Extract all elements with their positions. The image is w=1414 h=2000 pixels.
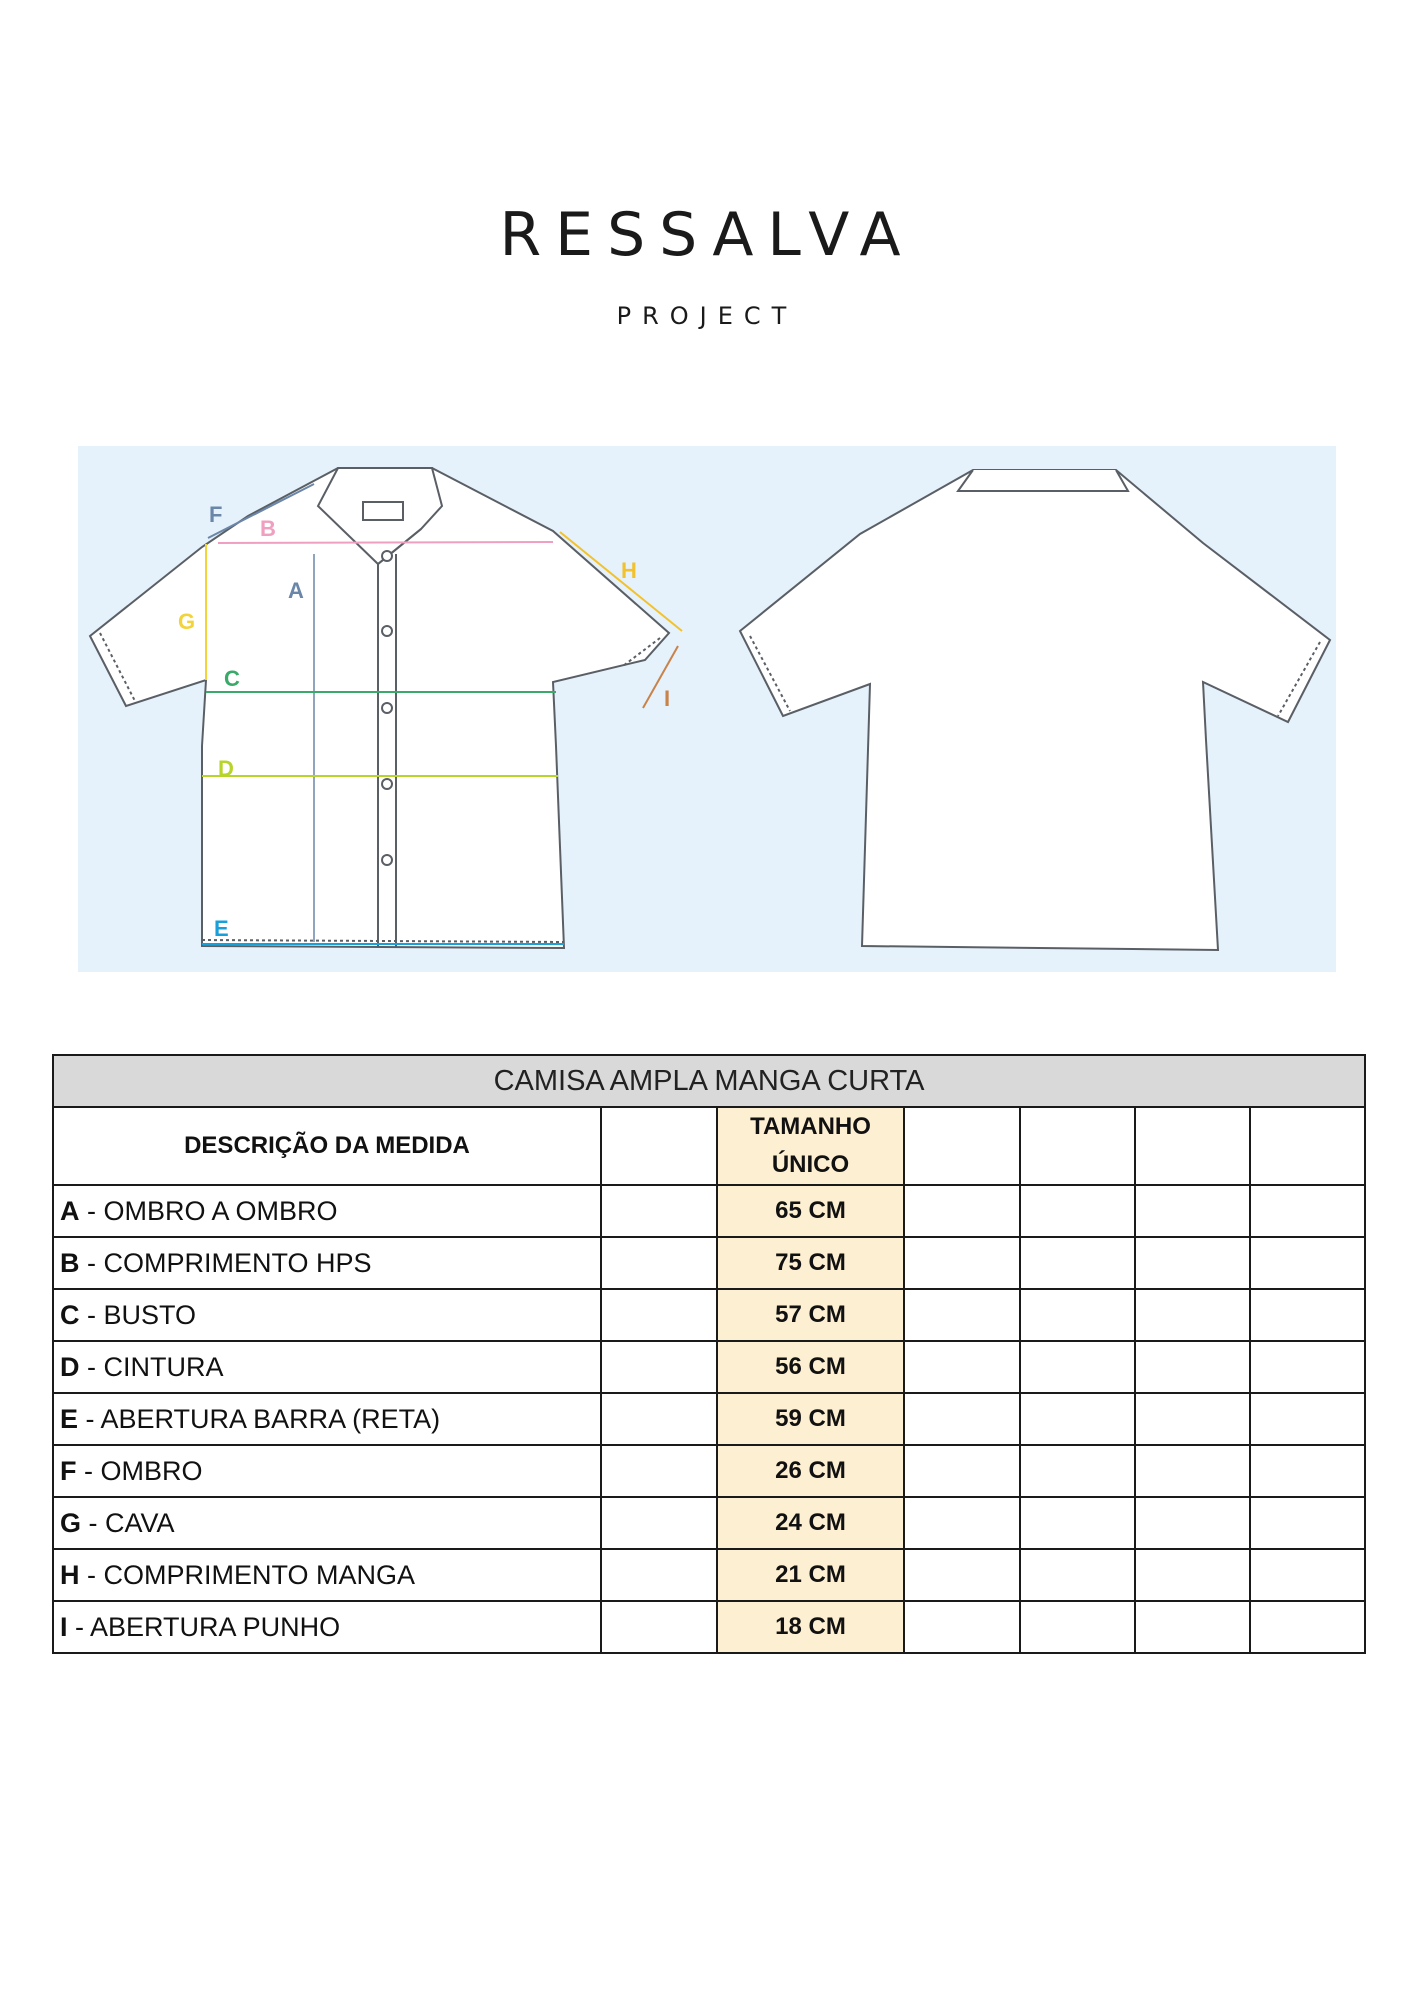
measure-value: 56 CM (717, 1341, 904, 1393)
measure-value: 26 CM (717, 1445, 904, 1497)
measure-description (53, 1237, 601, 1289)
empty-cell (904, 1107, 1020, 1185)
measure-description (53, 1497, 601, 1549)
empty-cell (1250, 1549, 1365, 1601)
empty-cell (1135, 1289, 1250, 1341)
shirt-front (90, 468, 669, 948)
measure-code: H (60, 1559, 80, 1590)
header-description: DESCRIÇÃO DA MEDIDA (53, 1107, 601, 1185)
label-c: C (224, 666, 240, 691)
table-row (53, 1341, 1365, 1393)
header-size-line1: TAMANHO (750, 1113, 871, 1140)
table-row (53, 1601, 1365, 1653)
measure-code: E (60, 1403, 79, 1434)
measure-label: - ABERTURA BARRA (RETA) (78, 1403, 441, 1434)
measure-label: - ABERTURA PUNHO (67, 1611, 341, 1642)
measure-label: - CAVA (81, 1507, 175, 1538)
empty-cell (904, 1445, 1020, 1497)
measure-description (53, 1445, 601, 1497)
label-a: A (288, 578, 304, 603)
empty-cell (601, 1185, 717, 1237)
empty-cell (601, 1289, 717, 1341)
measure-code: A (60, 1195, 80, 1226)
measure-description (53, 1289, 601, 1341)
empty-cell (1020, 1497, 1135, 1549)
measure-value: 24 CM (717, 1497, 904, 1549)
measure-value: 75 CM (717, 1237, 904, 1289)
header-size-line2: ÚNICO (771, 1151, 850, 1178)
empty-cell (601, 1497, 717, 1549)
measure-label: - OMBRO (76, 1455, 203, 1486)
empty-cell (1135, 1393, 1250, 1445)
measure-label: - CINTURA (79, 1351, 224, 1382)
brand-logo: RESSALVA (499, 200, 915, 270)
measure-value: 65 CM (717, 1185, 904, 1237)
empty-cell (601, 1601, 717, 1653)
empty-cell (601, 1393, 717, 1445)
empty-cell (1135, 1107, 1250, 1185)
empty-cell (601, 1549, 717, 1601)
empty-cell (1020, 1237, 1135, 1289)
empty-cell (1020, 1107, 1135, 1185)
table-row (53, 1549, 1365, 1601)
table-row (53, 1497, 1365, 1549)
brand-subtitle: PROJECT (616, 302, 798, 330)
measurement-table (52, 1054, 1366, 1654)
label-e: E (214, 916, 229, 941)
label-f: F (209, 502, 223, 527)
empty-cell (1250, 1185, 1365, 1237)
measure-code: B (60, 1247, 80, 1278)
empty-cell (1250, 1445, 1365, 1497)
empty-cell (904, 1601, 1020, 1653)
empty-cell (1020, 1601, 1135, 1653)
measure-code: D (60, 1351, 80, 1382)
measure-code: G (60, 1507, 82, 1538)
empty-cell (1250, 1393, 1365, 1445)
empty-cell (1135, 1601, 1250, 1653)
empty-cell (904, 1237, 1020, 1289)
empty-cell (904, 1341, 1020, 1393)
measure-label: - COMPRIMENTO HPS (79, 1247, 372, 1278)
measure-label: - BUSTO (79, 1299, 197, 1330)
empty-cell (904, 1393, 1020, 1445)
empty-cell (904, 1289, 1020, 1341)
measure-code: I (60, 1611, 68, 1642)
measure-description (53, 1549, 601, 1601)
empty-cell (1020, 1393, 1135, 1445)
empty-cell (1250, 1497, 1365, 1549)
empty-cell (1020, 1445, 1135, 1497)
empty-cell (1020, 1341, 1135, 1393)
empty-cell (1250, 1107, 1365, 1185)
measure-description (53, 1393, 601, 1445)
label-g: G (178, 609, 196, 634)
empty-cell (1135, 1341, 1250, 1393)
measure-code: C (60, 1299, 80, 1330)
empty-cell (1250, 1237, 1365, 1289)
table-row (53, 1445, 1365, 1497)
empty-cell (1020, 1549, 1135, 1601)
table-row (53, 1237, 1365, 1289)
label-h: H (621, 558, 637, 583)
table-row (53, 1289, 1365, 1341)
empty-cell (1135, 1185, 1250, 1237)
shirt-diagram-svg (78, 446, 1336, 972)
empty-cell (904, 1185, 1020, 1237)
measure-description (53, 1185, 601, 1237)
header-size (717, 1107, 904, 1185)
empty-cell (601, 1445, 717, 1497)
empty-cell (904, 1497, 1020, 1549)
measure-description (53, 1601, 601, 1653)
measure-value: 57 CM (717, 1289, 904, 1341)
measure-value: 59 CM (717, 1393, 904, 1445)
empty-cell (601, 1237, 717, 1289)
label-i: I (664, 686, 671, 711)
empty-cell (1020, 1289, 1135, 1341)
empty-cell (1020, 1185, 1135, 1237)
label-b: B (260, 516, 276, 541)
measure-value: 21 CM (717, 1549, 904, 1601)
empty-cell (1135, 1549, 1250, 1601)
measure-code: F (60, 1455, 77, 1486)
empty-cell (1135, 1237, 1250, 1289)
table-title: CAMISA AMPLA MANGA CURTA (53, 1055, 1365, 1107)
measure-label: - OMBRO A OMBRO (79, 1195, 338, 1226)
measure-label: - COMPRIMENTO MANGA (79, 1559, 416, 1590)
label-d: D (218, 756, 234, 781)
table-row (53, 1393, 1365, 1445)
shirt-diagram (78, 446, 1336, 972)
measure-description (53, 1341, 601, 1393)
empty-cell (601, 1341, 717, 1393)
empty-cell (1135, 1497, 1250, 1549)
empty-cell (1135, 1445, 1250, 1497)
table-row (53, 1185, 1365, 1237)
empty-cell (1250, 1341, 1365, 1393)
empty-cell (601, 1107, 717, 1185)
empty-cell (904, 1549, 1020, 1601)
measure-value: 18 CM (717, 1601, 904, 1653)
empty-cell (1250, 1601, 1365, 1653)
empty-cell (1250, 1289, 1365, 1341)
shirt-back (740, 470, 1330, 950)
